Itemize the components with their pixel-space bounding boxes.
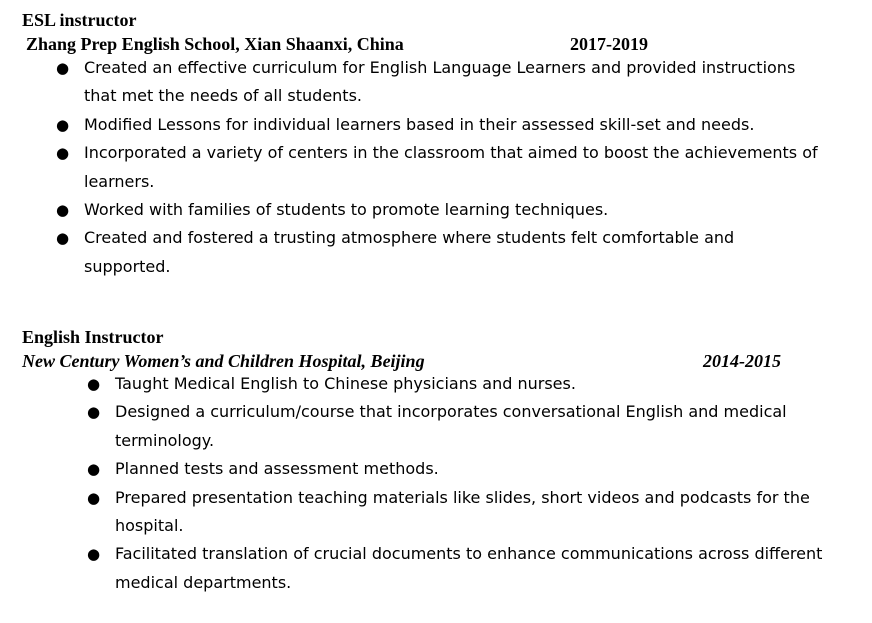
duty-text: Prepared presentation teaching materials like slides, short videos and podcasts for the hospital. [115, 487, 810, 536]
duty-text: Facilitated translation of crucial documents to enhance communications across different medical departments. [115, 544, 823, 592]
duties-list [87, 370, 855, 597]
list-item [56, 224, 824, 281]
list-item [87, 540, 855, 597]
bullet-icon: ● [56, 115, 70, 134]
job-title: English Instructor [22, 327, 164, 347]
bullet-icon: ● [87, 375, 101, 393]
bullet-icon: ● [87, 460, 101, 479]
duty-text: Modified Lessons for individual learners based in their assessed skill-set and needs. [84, 114, 755, 134]
list-item [87, 370, 855, 398]
employer-name: Zhang Prep English School, Xian Shaanxi, China [26, 34, 404, 54]
duty-text: Designed a curriculum/course that incorporates conversational English and medical terminology. [115, 402, 787, 450]
list-item [87, 484, 855, 541]
list-item [87, 398, 855, 455]
bullet-icon: ● [56, 144, 70, 163]
employment-dates: 2014-2015 [703, 351, 781, 371]
duty-text: Planned tests and assessment methods. [115, 459, 439, 479]
bullet-icon: ● [87, 488, 101, 507]
bullet-icon: ● [56, 229, 70, 248]
list-item [87, 455, 855, 483]
bullet-icon: ● [56, 59, 70, 77]
duty-text: Worked with families of students to promote learning techniques. [84, 200, 609, 220]
employer-name: New Century Women’s and Children Hospital, Beijing [22, 351, 425, 371]
bullet-icon: ● [87, 545, 101, 564]
bullet-icon: ● [56, 201, 70, 220]
list-item [56, 54, 824, 111]
list-item [56, 139, 824, 196]
duty-text: Incorporated a variety of centers in the classroom that aimed to boost the achievements of learners. [84, 143, 818, 191]
duty-text: Created and fostered a trusting atmosphere where students felt comfortable and supported. [84, 228, 735, 276]
duties-list [56, 54, 824, 281]
list-item [56, 196, 824, 224]
bullet-icon: ● [87, 403, 101, 422]
duty-text: Created an effective curriculum for English Language Learners and provided instructions that met the needs of all students. [84, 58, 796, 106]
duty-text: Taught Medical English to Chinese physicians and nurses. [115, 374, 576, 393]
job-title: ESL instructor [22, 10, 137, 30]
employment-dates: 2017-2019 [570, 34, 648, 54]
list-item [56, 111, 824, 139]
